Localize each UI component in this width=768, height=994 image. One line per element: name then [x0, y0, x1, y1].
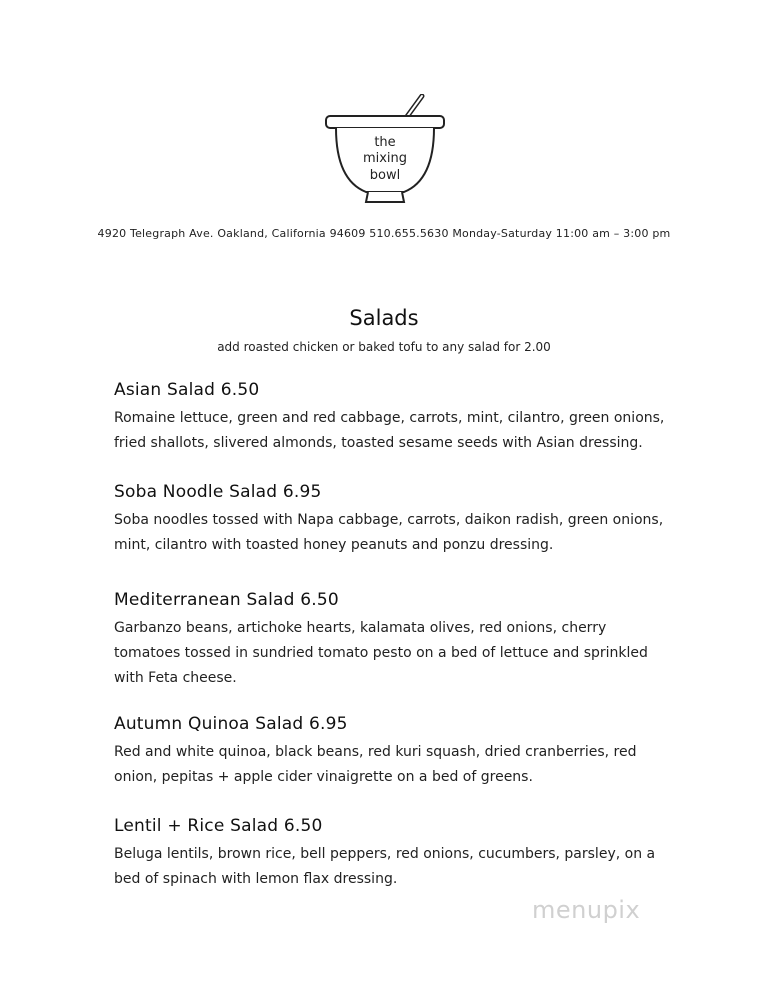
menu-item-description: Red and white quinoa, black beans, red kuri squash, dried cranberries, red onion, pepitas + apple cider vinaigrette on a bed of greens. — [114, 744, 637, 785]
logo-text-line-2: mixing — [362, 151, 408, 166]
section-note: add roasted chicken or baked tofu to any salad for 2.00 — [217, 340, 551, 354]
logo-text-line-3: bowl — [369, 168, 401, 183]
menu-item-description: Beluga lentils, brown rice, bell peppers, red onions, cucumbers, parsley, on a bed of spinach with lemon flax dressing. — [114, 846, 656, 887]
menu-item — [114, 590, 674, 691]
menu-item-description: Garbanzo beans, artichoke hearts, kalamata olives, red onions, cherry tomatoes tossed in sundried tomato pesto on a bed of lettuce and sprinkled with Feta cheese. — [114, 620, 648, 686]
watermark: menupix — [532, 896, 641, 924]
menu-item-title: Asian Salad 6.50 — [114, 380, 260, 400]
menu-item-description: Soba noodles tossed with Napa cabbage, carrots, daikon radish, green onions, mint, cilantro with toasted honey peanuts and ponzu dressing. — [114, 512, 664, 553]
section-title: Salads — [349, 306, 419, 330]
logo-text-line-1: the — [374, 135, 396, 150]
menu-item — [114, 714, 674, 790]
menu-item — [114, 816, 674, 892]
menu-item-title: Mediterranean Salad 6.50 — [114, 590, 339, 610]
menu-item-description: Romaine lettuce, green and red cabbage, carrots, mint, cilantro, green onions, fried shallots, slivered almonds, toasted sesame seeds with Asian dressing. — [114, 410, 665, 451]
mixing-bowl-logo — [322, 94, 448, 210]
menu-item-title: Soba Noodle Salad 6.95 — [114, 482, 322, 502]
bowl-icon — [322, 94, 448, 210]
address-line: 4920 Telegraph Ave. Oakland, California 94609 510.655.5630 Monday-Saturday 11:00 am – 3:00 pm — [97, 227, 671, 240]
menu-item-title: Autumn Quinoa Salad 6.95 — [114, 714, 348, 734]
menu-item-title: Lentil + Rice Salad 6.50 — [114, 816, 323, 836]
menu-item — [114, 482, 674, 558]
menu-item — [114, 380, 674, 456]
